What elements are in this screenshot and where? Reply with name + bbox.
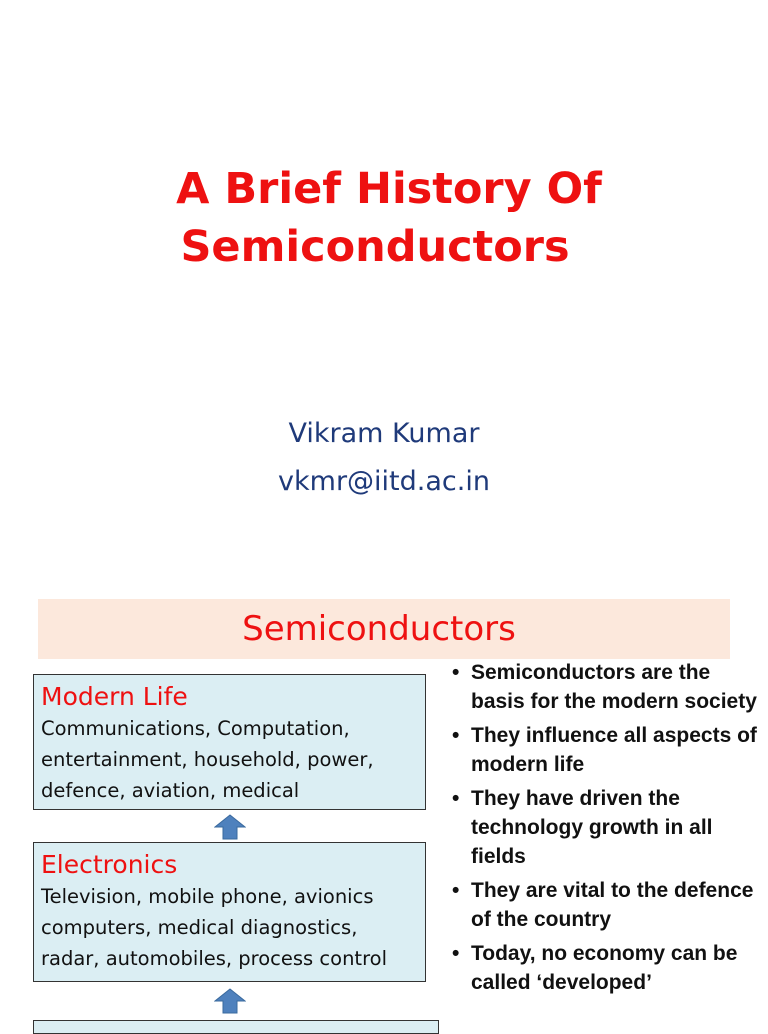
- partial-box: [33, 1020, 439, 1034]
- bullet-item: [452, 876, 762, 934]
- up-arrow-icon: [214, 814, 246, 840]
- slide-title-line-2: Semiconductors: [180, 222, 570, 272]
- slide-header-text: Semiconductors: [242, 609, 516, 649]
- slide-title-line-1: A Brief History Of: [176, 164, 602, 214]
- author-email: vkmr@iitd.ac.in: [278, 466, 490, 497]
- bullet-text: Today, no economy can be called ‘developed’: [471, 942, 738, 994]
- bullet-text: They are vital to the defence of the country: [471, 879, 754, 931]
- bullet-dot: •: [452, 879, 460, 902]
- bullet-text: They have driven the technology growth in all fields: [471, 787, 713, 868]
- box-title: Modern Life: [41, 682, 188, 711]
- box-body: Communications, Computation, entertainment, household, power, defence, aviation, medical: [41, 717, 374, 802]
- bullet-item: [452, 784, 762, 871]
- box-title: Electronics: [41, 850, 178, 879]
- bullet-dot: •: [452, 942, 460, 965]
- bullet-dot: •: [452, 661, 460, 684]
- bullet-text: Semiconductors are the basis for the modern society: [471, 661, 757, 713]
- content-slide: [0, 576, 768, 1024]
- slide-title: [0, 160, 768, 276]
- author-name: Vikram Kumar: [288, 418, 480, 449]
- box-body: Television, mobile phone, avionics computers, medical diagnostics, radar, automobiles, process control: [41, 885, 388, 970]
- bullet-item: [452, 939, 762, 997]
- electronics-box: [33, 842, 426, 982]
- up-arrow-icon: [214, 988, 246, 1014]
- bullet-item: [452, 658, 762, 716]
- bullet-dot: •: [452, 724, 460, 747]
- modern-life-box: [33, 674, 426, 810]
- bullet-dot: •: [452, 787, 460, 810]
- slide-header: [38, 599, 730, 659]
- bullet-text: They influence all aspects of modern life: [471, 724, 757, 776]
- bullet-item: [452, 721, 762, 779]
- bullet-list: [452, 658, 762, 1002]
